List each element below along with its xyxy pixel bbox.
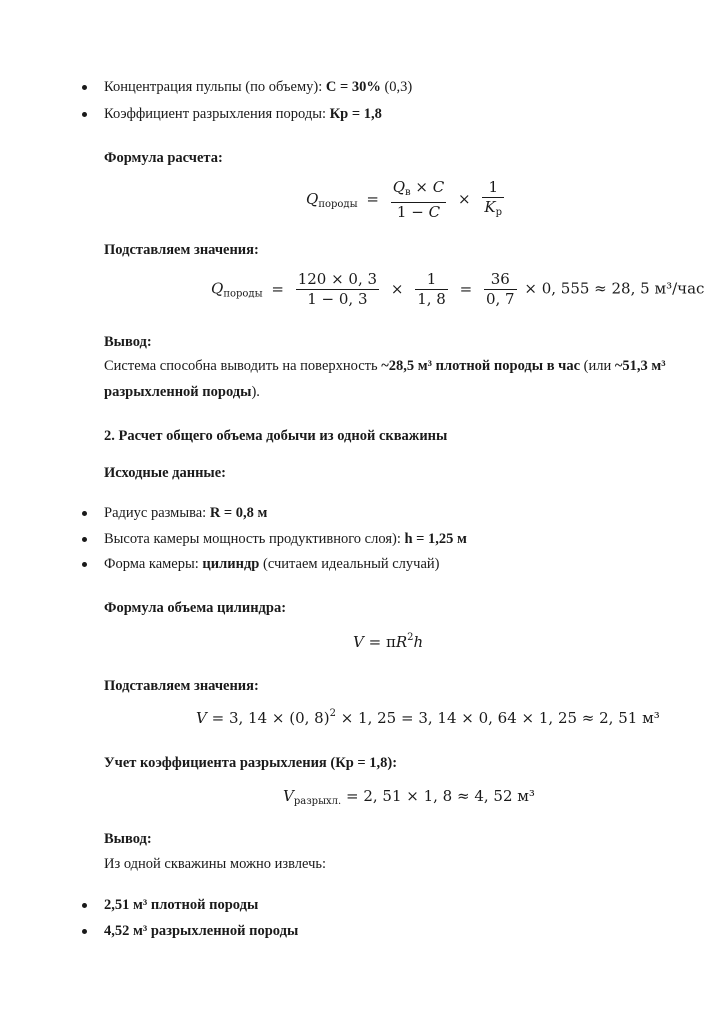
section-title: 2. Расчет общего объема добычи из одной скважины: [104, 428, 448, 444]
bullet-icon: [82, 511, 87, 516]
subst-heading: Подставляем значения:: [104, 242, 259, 258]
loosen-heading: Учет коэффициента разрыхления (Кр = 1,8):: [104, 755, 398, 771]
formula-loosened-volume: $V_{разрыхл.} = 2$, 51 × 1, 8 ≈ 4, 52 м³: [283, 787, 535, 807]
subst-heading: Подставляем значения:: [104, 678, 259, 694]
bullet-icon: [82, 85, 87, 90]
formula-cylinder-values: V = 3, 14 × (0, 8)$^2$ × 1, 25 = 3, 14 × 0, 64 × 1, 25 ≈ 2, 51 м³: [196, 708, 660, 727]
formula-heading: Формула объема цилиндра:: [104, 600, 287, 616]
item-label: Коэффициент разрыхления породы:: [104, 106, 327, 122]
conclusion-text-line2: разрыхленной породы).: [104, 384, 260, 400]
conclusion-heading: Вывод:: [104, 334, 152, 350]
bullet-icon: [82, 537, 87, 542]
bullet-icon: [82, 903, 87, 908]
item-note: (0,3): [384, 79, 413, 95]
conclusion-text: Из одной скважины можно извлечь:: [104, 856, 327, 872]
bullet-icon: [82, 929, 87, 934]
conclusion-text: Система способна выводить на поверхность ~28,5 м³ плотной породы в час (или ~51,3 м³: [104, 358, 666, 374]
formula-q-rock-values: $Q_{породы}$ = $\frac{120 \times 0, 3}{1 - 0, 3}$ × $\frac{1}{1, 8}$ = $\frac{36}{0, 7}$ × 0, 555 ≈ 28, 5 м³/час: [211, 270, 705, 308]
bullet-icon: [82, 112, 87, 117]
input-heading: Исходные данные:: [104, 465, 227, 481]
formula-q-rock: $Q_{породы}$ = $\frac{Q_в \times C}{1 - C}$ × $\frac{1}{K_р}$: [306, 178, 503, 221]
bullet-icon: [82, 562, 87, 567]
item-value: Кр = 1,8: [329, 106, 382, 122]
item-value: C = 30%: [325, 79, 381, 95]
item-label: Концентрация пульпы (по объему):: [104, 79, 323, 95]
formula-heading: Формула расчета:: [104, 150, 223, 166]
conclusion-heading: Вывод:: [104, 831, 152, 847]
formula-cylinder: $V = \pi R^2h$: [353, 632, 424, 651]
